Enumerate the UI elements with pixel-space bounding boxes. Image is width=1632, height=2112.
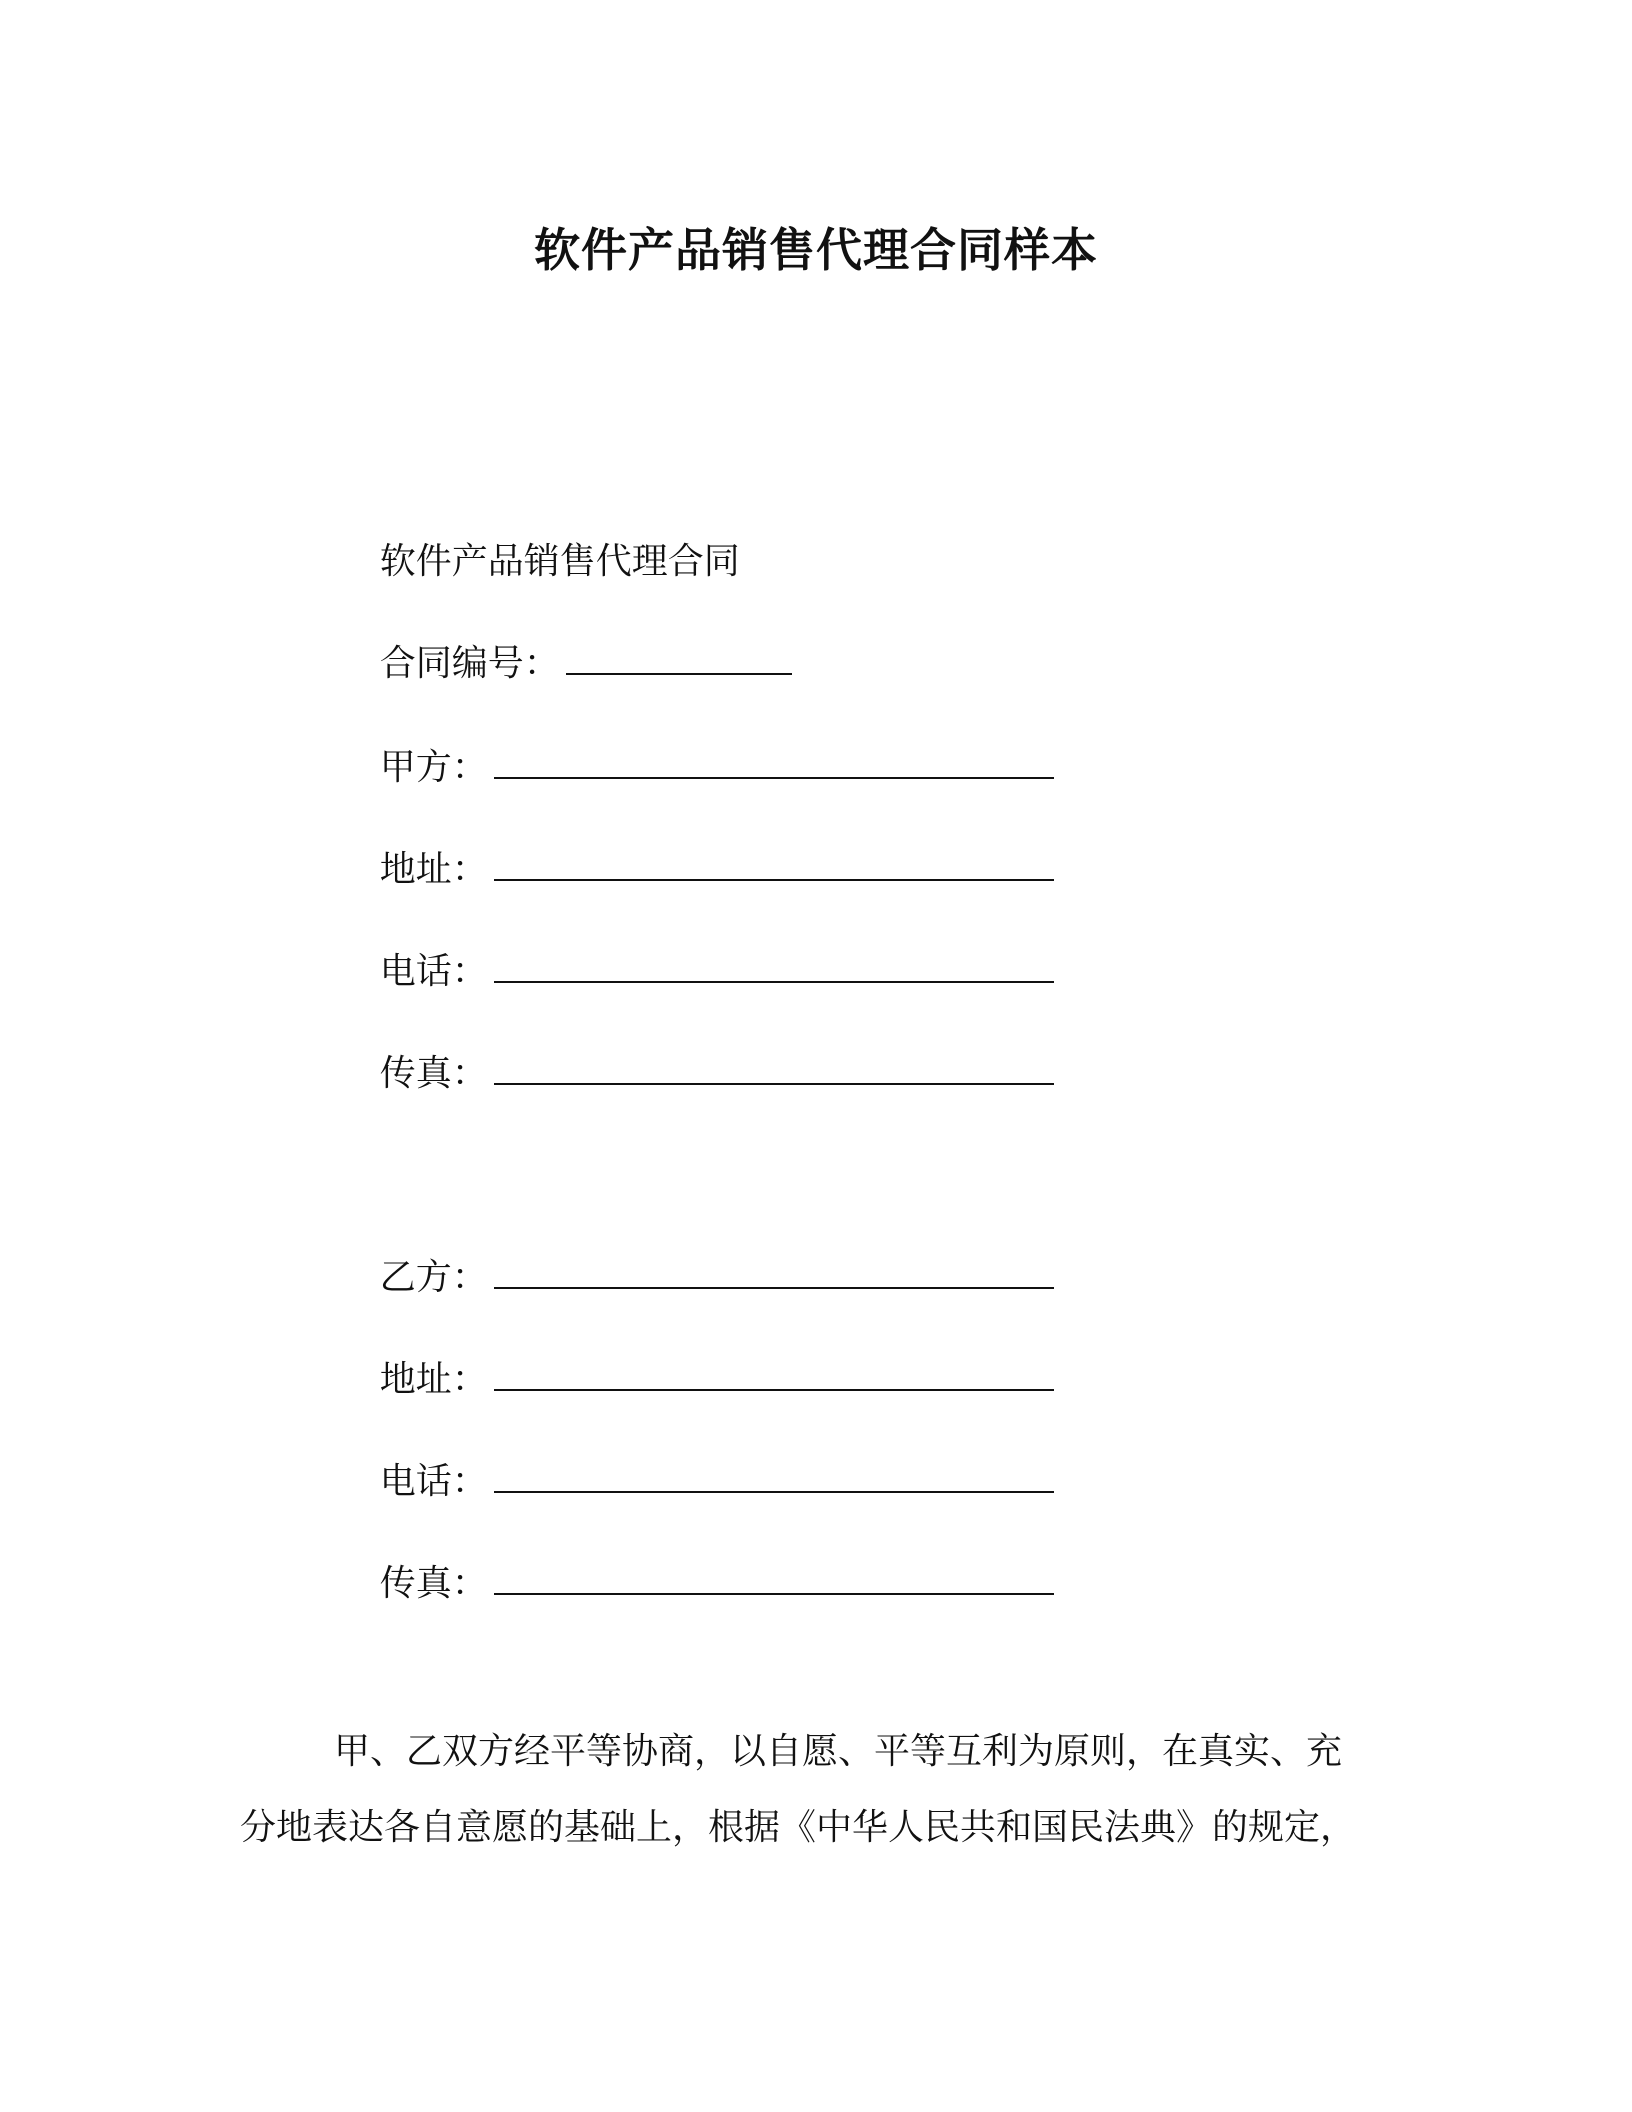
contract-number-label: 合同编号： [379,643,560,684]
party-a-phone-blank[interactable] [494,951,1054,983]
party-a-address-blank[interactable] [494,849,1054,881]
body-line-1: 甲、乙双方经平等协商，以自愿、平等互利为原则，在真实、充 [334,1731,1343,1772]
party-a-phone-label: 电话： [379,951,488,992]
party-a-fax-row [334,1008,1054,1140]
party-a-address-label: 地址： [379,849,488,890]
party-b-name-blank[interactable] [494,1257,1054,1289]
body-paragraph [240,1714,1380,1866]
body-line-2: 分地表达各自意愿的基础上，根据《中华人民共和国民法典》的规定， [240,1807,1357,1848]
party-b-fax-label: 传真： [379,1563,488,1604]
party-b-fax-blank[interactable] [494,1563,1054,1595]
party-b-phone-label: 电话： [379,1461,488,1502]
party-a-name-blank[interactable] [494,747,1054,779]
party-b-fax-row [334,1518,1054,1650]
party-b-address-blank[interactable] [494,1359,1054,1391]
party-b-address-label: 地址： [379,1359,488,1400]
contract-subtitle-text: 软件产品销售代理合同 [379,541,740,582]
party-a-fax-label: 传真： [379,1053,488,1094]
party-a-fax-blank[interactable] [494,1053,1054,1085]
document-title: 软件产品销售代理合同样本 [534,223,1098,277]
party-b-phone-blank[interactable] [494,1461,1054,1493]
party-a-name-label: 甲方： [379,747,488,788]
contract-number-blank[interactable] [566,643,792,675]
party-b-name-label: 乙方： [379,1257,488,1298]
